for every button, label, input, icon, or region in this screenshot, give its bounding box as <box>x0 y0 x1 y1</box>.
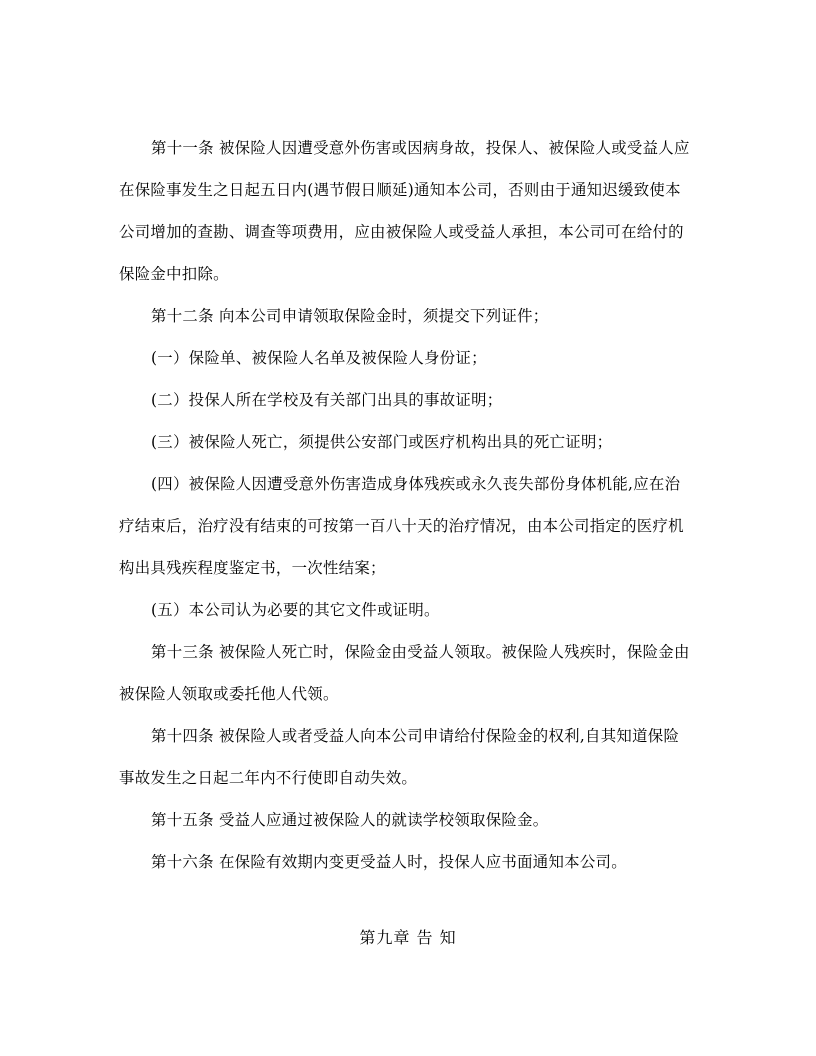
text-line: (五）本公司认为必要的其它文件或证明。 <box>151 601 440 619</box>
text-line: 构出具残疾程度鉴定书，一次性结案； <box>119 559 386 577</box>
text-line: 疗结束后，治疗没有结束的可按第一百八十天的治疗情况，由本公司指定的医疗机 <box>119 517 684 535</box>
clause-12 <box>119 295 699 337</box>
clause-12-item-4 <box>119 463 699 589</box>
clause-16 <box>119 841 699 883</box>
clause-12-item-5 <box>119 589 699 631</box>
text-line: 第十三条 被保险人死亡时，保险金由受益人领取。被保险人残疾时，保险金由 <box>151 643 690 661</box>
text-line: 在保险事发生之日起五日内(遇节假日顺延)通知本公司，否则由于通知迟缓致使本 <box>119 181 681 199</box>
chapter-heading: 第九章 告 知 <box>359 928 457 947</box>
clause-11 <box>119 127 699 295</box>
clause-12-item-2 <box>119 379 699 421</box>
text-line: 第十四条 被保险人或者受益人向本公司申请给付保险金的权利,自其知道保险 <box>151 727 680 745</box>
text-line: 第十六条 在保险有效期内变更受益人时，投保人应书面通知本公司。 <box>151 853 627 871</box>
text-line: 被保险人领取或委托他人代领。 <box>119 685 339 703</box>
text-line: (二）投保人所在学校及有关部门出具的事故证明； <box>151 391 503 409</box>
text-line: 保险金中扣除。 <box>119 265 229 283</box>
text-line: 第十二条 向本公司申请领取保险金时，须提交下列证件； <box>151 307 549 325</box>
text-line: 公司增加的查勘、调查等项费用，应由被保险人或受益人承担，本公司可在给付的 <box>119 223 684 241</box>
clause-15 <box>119 799 699 841</box>
text-line: 事故发生之日起二年内不行使即自动失效。 <box>119 769 418 787</box>
text-line: (四）被保险人因遭受意外伤害造成身体残疾或永久丧失部份身体机能,应在治 <box>151 475 681 493</box>
clause-13 <box>119 631 699 715</box>
text-line: (一）保险单、被保险人名单及被保险人身份证； <box>151 349 487 367</box>
document-body <box>119 127 699 883</box>
text-line: 第十五条 受益人应通过被保险人的就读学校领取保险金。 <box>151 811 549 829</box>
clause-12-item-3 <box>119 421 699 463</box>
clause-14 <box>119 715 699 799</box>
text-line: (三）被保险人死亡，须提供公安部门或医疗机构出具的死亡证明； <box>151 433 613 451</box>
clause-12-item-1 <box>119 337 699 379</box>
text-line: 第十一条 被保险人因遭受意外伤害或因病身故，投保人、被保险人或受益人应 <box>151 139 690 157</box>
